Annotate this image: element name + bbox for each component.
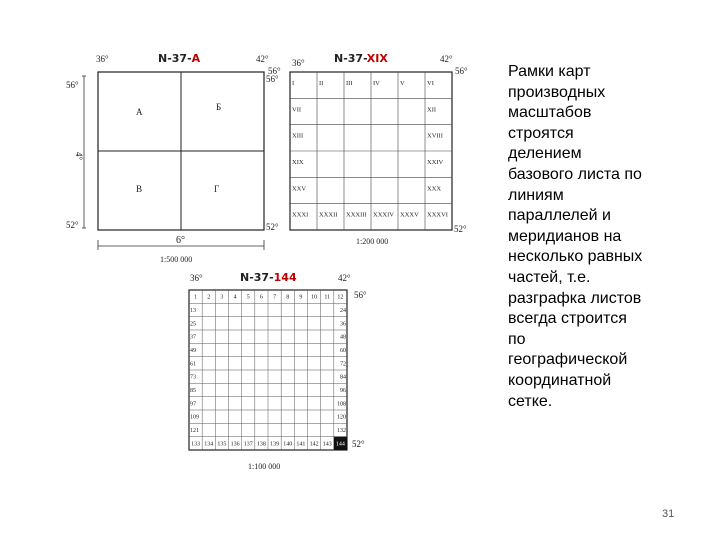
map-144-cell-label: 97 [190, 401, 196, 408]
map-xix-cell-label: II [319, 80, 324, 87]
map-a-lon-right: 42° [256, 54, 269, 64]
map-144-cell-label: 9 [299, 294, 303, 301]
map-xix-cell-label: IV [373, 80, 380, 87]
map-144-cell-label: 5 [246, 294, 250, 301]
map-144-cell-label: 73 [190, 374, 196, 381]
map-xix-cell-label: XXV [292, 185, 307, 193]
map-144-cell-label: 132 [337, 428, 346, 434]
map-144-cell-label: 10 [311, 294, 318, 301]
map-144-cell-label: 11 [324, 294, 331, 301]
map-144-cell-label: 2 [207, 294, 211, 301]
map-144-cell-label: 8 [286, 294, 290, 301]
map-a-cell-v: В [136, 184, 143, 194]
map-xix-cell-label: XXXV [400, 211, 419, 219]
map-144-cell-label: 72 [340, 361, 346, 368]
map-a-cell-b: Б [216, 102, 222, 112]
map-144-lon-left: 36° [190, 273, 203, 283]
map-xix-cell-label: XXXIII [346, 211, 367, 219]
map-xix-cell-label: VI [427, 80, 434, 87]
map-144-cell-label: 37 [190, 334, 196, 341]
map-xix-cell-label: III [346, 80, 353, 87]
map-a-lat-bottom-right: 52° [266, 222, 279, 232]
map-xix-cell-label: XIX [292, 159, 304, 166]
map-144-cell-label: 1 [194, 294, 198, 301]
map-a-lat-top-right: 56° [266, 74, 279, 84]
map-a-cell-a: А [136, 107, 143, 117]
map-xix-lon-right: 42° [440, 54, 453, 64]
map-xix-cell-label: XXXII [319, 211, 338, 219]
map-144-cell-label: 141 [296, 441, 306, 448]
map-xix-title: N-37-XIX [334, 52, 388, 65]
map-144-cell-label: 137 [243, 441, 253, 448]
map-a-scale: 1:500 000 [160, 255, 193, 264]
map-144-cell-label: 142 [309, 441, 319, 448]
map-144-cell-label: 12 [337, 294, 344, 301]
map-144-cell-label: 7 [273, 294, 277, 301]
map-144-cell-label: 139 [270, 441, 280, 448]
map-a-lat-bottom: 52° [66, 220, 79, 230]
map-a-lat-side: 4° [74, 152, 84, 161]
map-144-cell-label: 84 [340, 374, 346, 381]
map-144-lat-bottom: 52° [352, 439, 365, 449]
map-144-cell-label: 61 [190, 361, 196, 368]
map-144-cell-label: 25 [190, 321, 196, 328]
map-144-cell-label: 136 [230, 441, 240, 448]
map-a-cell-g: Г [214, 184, 220, 194]
map-xix-cell-label: XXXI [292, 211, 309, 219]
map-n37-xix [268, 52, 468, 246]
map-xix-cell-label: VII [292, 106, 302, 114]
map-a-lat-top: 56° [66, 80, 79, 90]
page-number: 31 [662, 508, 675, 520]
map-144-cell-label: 6 [259, 294, 263, 301]
map-a-lon-left: 36° [96, 54, 109, 64]
map-xix-cell-label: XXXIV [373, 211, 394, 219]
map-144-lon-right: 42° [338, 273, 351, 283]
map-144-cell-label: 134 [204, 441, 214, 448]
map-a-title: N-37-А [158, 52, 201, 65]
map-144-grid [189, 290, 347, 450]
map-xix-cell-label: XXIV [427, 159, 444, 166]
map-xix-cell-label: XIII [292, 132, 304, 140]
map-144-cell-label: 3 [220, 294, 224, 301]
map-xix-cell-label: XXXVI [427, 211, 448, 219]
map-144-cell-label: 96 [340, 388, 346, 394]
map-144-cell-label: 4 [233, 294, 237, 301]
map-144-cell-label: 144 [335, 441, 345, 448]
map-144-cell-label: 120 [337, 414, 346, 421]
map-n37-144 [189, 271, 367, 471]
map-xix-lon-left: 36° [292, 58, 305, 68]
map-xix-lat-bottom: 52° [454, 224, 467, 234]
map-n37-a [66, 52, 279, 264]
map-xix-cell-label: XVIII [427, 132, 443, 140]
map-144-cell-label: 140 [283, 441, 293, 448]
map-144-lat-top: 56° [354, 290, 367, 300]
map-xix-cell-label: I [292, 80, 295, 87]
map-144-title: N-37-144 [240, 271, 297, 284]
map-144-cell-label: 60 [340, 348, 346, 354]
map-xix-scale: 1:200 000 [356, 237, 389, 246]
map-xix-grid [290, 72, 452, 230]
map-xix-inner-tick: 56° [268, 66, 281, 76]
map-144-cell-label: 13 [190, 308, 196, 314]
map-xix-cell-label: XII [427, 106, 437, 114]
map-144-cell-label: 108 [337, 401, 346, 408]
map-144-cell-label: 121 [190, 428, 199, 434]
map-xix-cell-label: V [400, 80, 405, 87]
map-144-scale: 1:100 000 [248, 462, 281, 471]
map-xix-lat-top: 56° [455, 66, 468, 76]
map-144-cell-label: 138 [256, 441, 266, 448]
map-144-cell-label: 36 [340, 321, 346, 328]
map-144-cell-label: 48 [340, 334, 346, 341]
map-144-cell-label: 49 [190, 348, 196, 354]
map-144-cell-label: 133 [191, 441, 201, 448]
map-144-cell-label: 143 [322, 441, 332, 448]
map-144-cell-label: 109 [190, 414, 199, 421]
description-text: Рамки карт производных масштабов строятся делением базового листа по линиям параллелей и меридианов на несколько равных частей, т.е. разграфка листов всегда строится по географической координатной сетке. [508, 63, 643, 410]
map-144-cell-label: 85 [190, 388, 196, 394]
map-xix-cell-label: XXX [427, 185, 442, 193]
map-144-cell-label: 24 [340, 308, 346, 314]
map-a-width-label: 6° [176, 235, 185, 246]
map-144-cell-label: 135 [217, 441, 227, 448]
